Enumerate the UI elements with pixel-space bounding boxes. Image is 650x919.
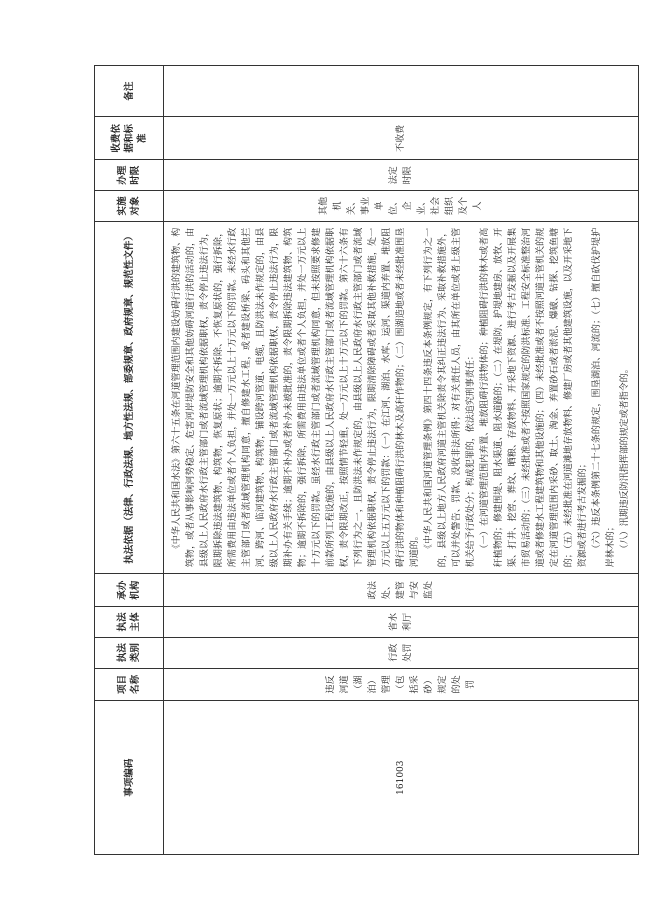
header-name: 项目名称 <box>95 668 164 701</box>
header-code: 事项编码 <box>95 701 164 855</box>
header-row <box>95 66 164 855</box>
cell-object: 其他机关、事业单位、企业、社会组织及个人 <box>164 191 639 222</box>
header-note: 备注 <box>95 66 164 117</box>
header-basis: 执法依据（法律、行政法规、地方性法规、部委规章、政府规章、规范性文件） <box>95 221 164 573</box>
basis-paragraph-3: （一）在河道管理范围内弃置、堆放阻碍行洪物体的；种植阻碍行洪的林木或者高秆植物的；修建围堤、阻水渠道、阻水道路的；（二）在堤防、护堤地建房、放牧、开渠、打井、挖窖、葬坟、晒粮、存放物料、开采地下资源、进行考古发掘以及开展集市贸易活动的；（三）未经批准或者不按照国家规定的防洪标准、工程安全标准整治河道或者修建水工程建筑物和其他设施的；（四）未经批准或者不按照河道主管机关的规定在河道管理范围内采砂、取土、淘金、弃置砂石或者淤泥、爆破、钻探、挖筑鱼塘的；（五）未经批准在河道滩地存放物料、修建厂房或者其他建筑设施，以及开采地下资源或者进行考古发掘的； <box>480 227 588 568</box>
basis-paragraph-2: 《中华人民共和国河道管理条例》第四十四条违反本条例规定，有下列行为之一的，县级以上地方人民政府河道主管机关除责令其纠正违法行为、采取补救措施外，可以并处警告、罚款、没收非法所得；对有关责任人员，由其所在单位或者上级主管机关给予行政处分；构成犯罪的，依法追究刑事责任： <box>424 227 476 568</box>
cell-org: 政法处、建管与安监处 <box>164 574 639 607</box>
basis-paragraph-4: （六）违反本条例第二十七条的规定，围垦湖泊、河流的；（七）擅自砍伐护堤护岸林木的； <box>592 227 616 568</box>
cell-type: 行政处罚 <box>164 637 639 668</box>
table-row <box>164 66 639 855</box>
header-time-limit: 办理时限 <box>95 160 164 191</box>
header-subject: 执法主体 <box>95 607 164 638</box>
cell-basis <box>164 221 639 573</box>
cell-fee: 不收费 <box>164 117 639 160</box>
header-fee: 收费依据和标准 <box>95 117 164 160</box>
header-object: 实施对象 <box>95 191 164 222</box>
cell-subject: 省水利厅 <box>164 607 639 638</box>
header-type: 执法类别 <box>95 637 164 668</box>
cell-time-limit: 法定时限 <box>164 160 639 191</box>
rotated-page-content <box>94 65 634 855</box>
enforcement-table <box>94 65 639 855</box>
cell-code: 161003 <box>164 701 639 855</box>
header-org: 承办机构 <box>95 574 164 607</box>
cell-note <box>164 66 639 117</box>
basis-paragraph-5: （八）汛期违反防汛指挥部的规定或者指令的。 <box>620 364 630 554</box>
basis-paragraph-1: 《中华人民共和国水法》第六十五条在河道管理范围内建设妨碍行洪的建筑物、构筑物，或者从事影响河势稳定、危害河岸堤防安全和其他妨碍河道行洪的活动的，由县级以上人民政府水行政主管部门或者流域管理机构依据职权，责令停止违法行为，限期拆除违法建筑物、构筑物，恢复原状；逾期不拆除、不恢复原状的，强行拆除，所需费用由违法单位或者个人负担，并处一万元以上十万元以下的罚款。未经水行政主管部门或者流域管理机构同意，擅自修建水工程，或者建设桥梁、码头和其他拦河、跨河、临河建筑物、构筑物，铺设跨河管道、电缆，且防洪法未作规定的，由县级以上人民政府水行政主管部门或者流域管理机构依据职权，责令停止违法行为，限期补办有关手续；逾期不补办或者补办未被批准的，责令限期拆除违法建筑物、构筑物；逾期不拆除的，强行拆除，所需费用由违法单位或者个人负担，并处一万元以上十万元以下的罚款。虽经水行政主管部门或者流域管理机构同意，但未按照要求修建前款所列工程设施的，由县级以上人民政府水行政主管部门或者流域管理机构依据职权，责令限期改正，按照情节轻重，处一万元以上十万元以下的罚款。第六十六条有下列行为之一，且防洪法未作规定的，由县级以上人民政府水行政主管部门或者流域管理机构依据职权，责令停止违法行为，限期清除障碍或者采取其他补救措施，处一万元以上五万元以下的罚款：（一）在江河、湖泊、水库、运河、渠道内弃置、堆放阻碍行洪的物体和种植阻碍行洪的林木及高秆作物的；（二）围湖造地或者未经批准围垦河道的。 <box>172 227 420 568</box>
cell-name: 违反河道（湖泊）管理（包括采砂）规定的处罚 <box>164 668 639 701</box>
